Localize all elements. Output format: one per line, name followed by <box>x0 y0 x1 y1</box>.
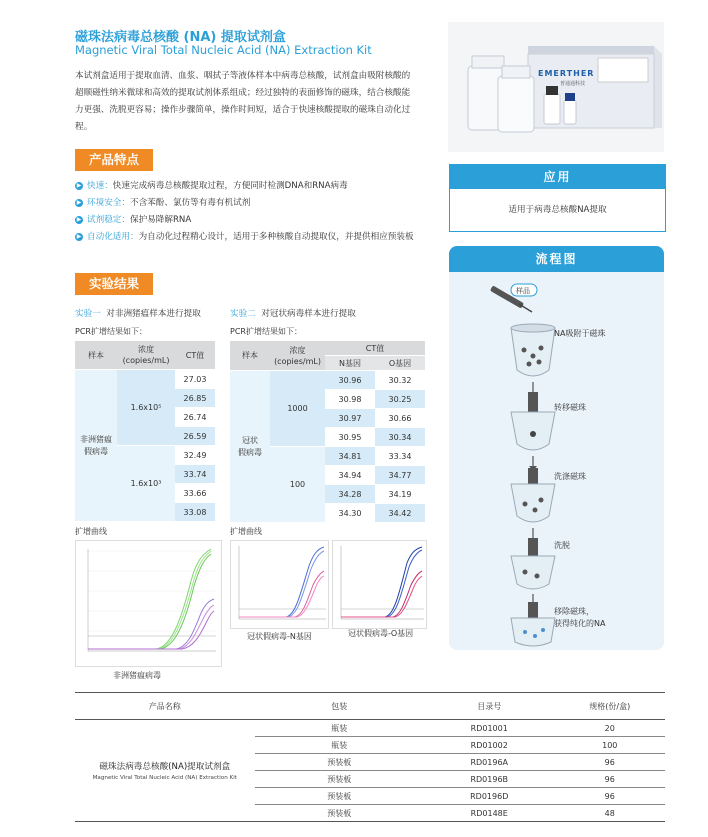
ct-cell: 26.59 <box>175 427 215 446</box>
product-name-cell <box>75 720 255 822</box>
exp2-n-plot <box>230 540 329 629</box>
exp2-o-caption: 冠状假病毒-O基因 <box>348 629 414 638</box>
ct-cell: 34.81 <box>325 447 375 466</box>
exp2-table <box>230 341 425 523</box>
exp2-o-plot <box>332 540 427 629</box>
ct-cell: 33.74 <box>175 465 215 484</box>
col-header: 样本 <box>230 341 270 371</box>
product-name-cn: 磁珠法病毒总核酸(NA)提取试剂盒 <box>99 762 231 772</box>
arrow-bullet-icon: ▶ <box>76 215 82 223</box>
catalog-cell: RD01002 <box>424 737 555 754</box>
plot-svg <box>231 541 328 628</box>
spec-cell: 96 <box>555 754 666 771</box>
ct-cell: 34.30 <box>325 504 375 523</box>
feature-item: ▶ 快速：快速完成病毒总核酸提取过程，方便同时检测DNA和RNA病毒 <box>76 181 348 191</box>
catalog-cell: RD0148E <box>424 805 555 822</box>
catalog-cell: RD01001 <box>424 720 555 737</box>
ct-cell: 34.28 <box>325 485 375 504</box>
application-heading: 应用 <box>450 165 665 189</box>
conc-cell: 1.6x10⁵ <box>117 370 175 446</box>
ct-cell: 34.94 <box>325 466 375 485</box>
feature-item: ▶ 环境安全：不含苯酚、氯仿等有毒有机试剂 <box>76 198 251 208</box>
ct-cell: 30.96 <box>325 371 375 390</box>
flow-step: NA吸附于磁珠 <box>554 329 606 338</box>
exp1-pcr-label: PCR扩增结果如下： <box>75 327 147 336</box>
product-table <box>75 692 665 822</box>
brand-logo-text: EMERTHER <box>538 69 595 78</box>
exp2-curve-label: 扩增曲线 <box>230 527 262 536</box>
spec-cell: 48 <box>555 805 666 822</box>
col-header: CT值 <box>175 341 215 370</box>
spec-cell: 20 <box>555 720 666 737</box>
conc-cell: 100 <box>270 447 325 523</box>
col-header: 浓度 (copies/mL) <box>270 341 325 371</box>
table-row <box>75 720 665 737</box>
package-cell: 预装板 <box>255 754 424 771</box>
feature-item: ▶ 试剂稳定：保护易降解RNA <box>76 215 192 225</box>
ct-cell: 30.25 <box>375 390 425 409</box>
application-box <box>449 164 666 232</box>
col-header: N基因 <box>325 356 375 371</box>
ct-cell: 30.66 <box>375 409 425 428</box>
catalog-cell: RD0196D <box>424 788 555 805</box>
exp1-title: 实验一 对非洲猪瘟样本进行提取 <box>75 309 201 319</box>
ct-cell: 33.66 <box>175 484 215 503</box>
ct-cell: 27.03 <box>175 370 215 389</box>
arrow-bullet-icon: ▶ <box>76 181 82 189</box>
brand-sub-text: 普通通科技 <box>560 81 586 87</box>
catalog-cell: RD0196A <box>424 754 555 771</box>
plot-svg <box>333 541 426 628</box>
col-header: 目录号 <box>424 693 555 720</box>
col-header: O基因 <box>375 356 425 371</box>
col-header: 浓度 (copies/mL) <box>117 341 175 370</box>
conc-cell: 1000 <box>270 371 325 447</box>
package-cell: 预装板 <box>255 771 424 788</box>
ct-cell: 30.98 <box>325 390 375 409</box>
package-cell: 预装板 <box>255 805 424 822</box>
application-text: 适用于病毒总核酸NA提取 <box>508 205 607 215</box>
spec-cell: 100 <box>555 737 666 754</box>
ct-cell: 32.49 <box>175 446 215 465</box>
ct-cell: 30.95 <box>325 428 375 447</box>
feature-item: ▶ 自动化适用：为自动化过程精心设计，适用于多种核酸自动提取仪，并提供相应预装板 <box>76 232 414 242</box>
tube-icon <box>511 324 555 376</box>
exp2-title: 实验二 对冠状病毒样本进行提取 <box>230 309 356 319</box>
col-header: 样本 <box>75 341 117 370</box>
product-photo <box>448 22 664 152</box>
tube-icon <box>511 602 555 646</box>
arrow-bullet-icon: ▶ <box>76 232 82 240</box>
flow-step: 转移磁珠 <box>554 403 586 412</box>
spec-cell: 96 <box>555 788 666 805</box>
product-name-en: Magnetic Viral Total Nucleic Acid (NA) Extraction Kit <box>92 775 237 781</box>
exp1-curve-label: 扩增曲线 <box>75 527 107 536</box>
conc-cell: 1.6x10³ <box>117 446 175 522</box>
arrow-bullet-icon: ▶ <box>76 198 82 206</box>
product-description: 本试剂盒适用于提取血清、血浆、咽拭子等液体样本中病毒总核酸，试剂盒由吸附核酸的超顺磁性纳米微球和高效的提取试剂体系组成；经过独特的表面修饰的磁珠，结合核酸能力更强、洗脱更容易；操作步骤简单，操作时间短，适合于快速核酸提取的磁珠自动化过程。 <box>75 71 411 132</box>
plot-svg <box>76 541 221 666</box>
sample-cell: 冠状 假病毒 <box>230 371 270 523</box>
tube-icon <box>511 468 555 522</box>
exp1-table <box>75 341 215 522</box>
flow-step: 洗涤磁珠 <box>554 472 586 481</box>
page-subtitle: Magnetic Viral Total Nucleic Acid (NA) Extraction Kit <box>75 43 372 57</box>
exp1-amplification-plot <box>75 540 222 667</box>
package-cell: 瓶装 <box>255 737 424 754</box>
exp2-pcr-label: PCR扩增结果如下： <box>230 327 302 336</box>
col-header: 包装 <box>255 693 424 720</box>
flow-step: 移除磁珠， 获得纯化的NA <box>554 607 606 628</box>
features-heading: 产品特点 <box>75 149 153 171</box>
spec-cell: 96 <box>555 771 666 788</box>
package-cell: 瓶装 <box>255 720 424 737</box>
product-illustration <box>448 22 664 152</box>
ct-cell: 33.08 <box>175 503 215 522</box>
package-cell: 预装板 <box>255 788 424 805</box>
flow-heading: 流程图 <box>449 246 664 272</box>
catalog-cell: RD0196B <box>424 771 555 788</box>
exp1-curve-caption: 非洲猪瘟病毒 <box>113 671 161 680</box>
page-title: 磁珠法病毒总核酸 (NA) 提取试剂盒 <box>75 30 286 45</box>
ct-cell: 33.34 <box>375 447 425 466</box>
col-header: 产品名称 <box>75 693 255 720</box>
ct-cell: 30.32 <box>375 371 425 390</box>
ct-cell: 34.42 <box>375 504 425 523</box>
ct-cell: 26.74 <box>175 408 215 427</box>
magnetic-rod-icon <box>511 392 555 450</box>
sample-cell: 非洲猪瘟 假病毒 <box>75 370 117 522</box>
ct-cell: 30.34 <box>375 428 425 447</box>
ct-cell: 26.85 <box>175 389 215 408</box>
results-heading: 实验结果 <box>75 273 153 295</box>
col-header: 规格(份/盒) <box>555 693 666 720</box>
ct-cell: 30.97 <box>325 409 375 428</box>
ct-cell: 34.19 <box>375 485 425 504</box>
exp2-n-caption: 冠状假病毒-N基因 <box>247 632 312 641</box>
tube-icon <box>511 538 555 589</box>
flow-sample-label: 样品 <box>516 287 530 295</box>
flow-chart <box>449 246 664 650</box>
col-header: CT值 <box>325 341 425 356</box>
ct-cell: 34.77 <box>375 466 425 485</box>
flow-step: 洗脱 <box>554 541 570 550</box>
features-list <box>75 178 420 246</box>
